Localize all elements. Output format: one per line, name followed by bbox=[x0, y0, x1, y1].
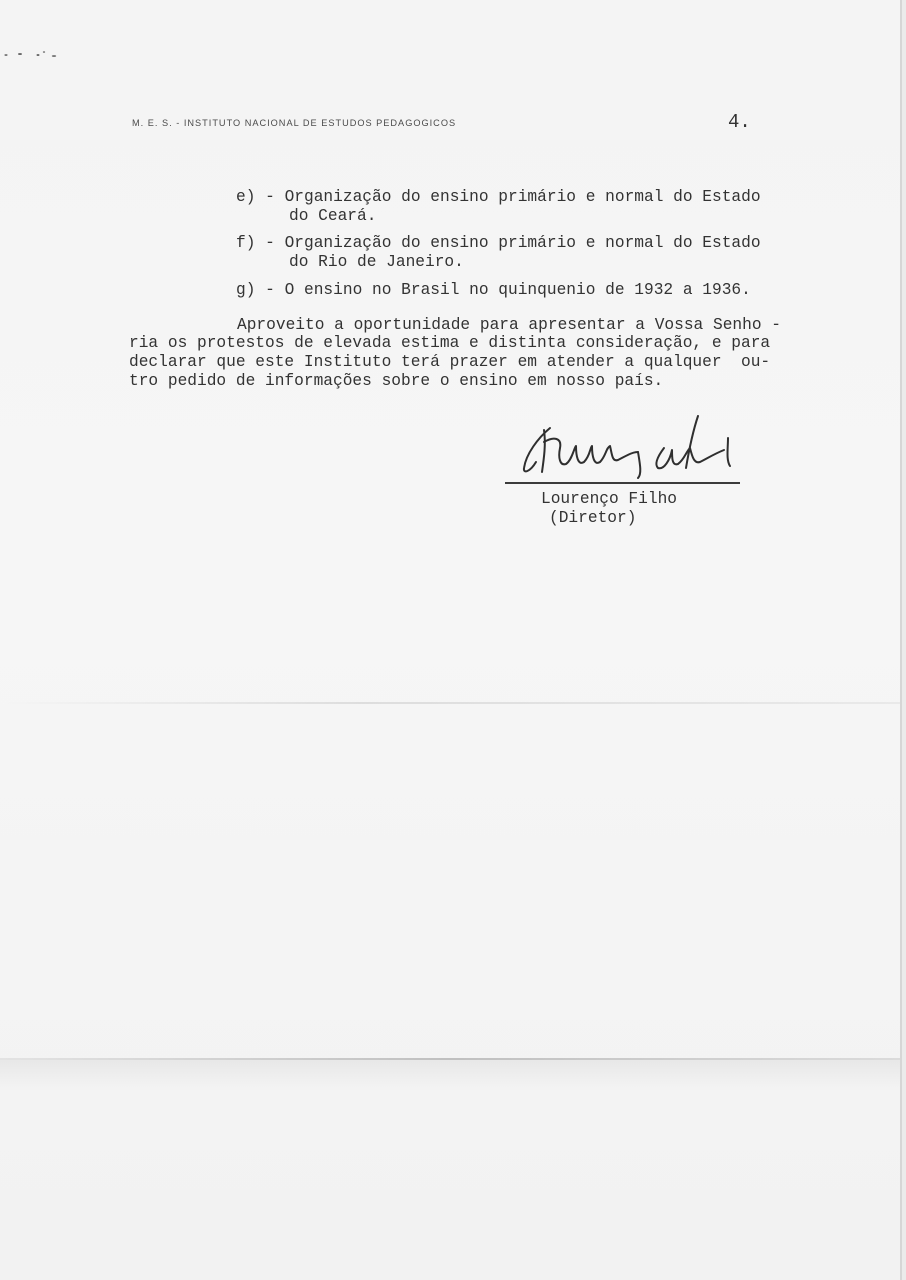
signatory-title: (Diretor) bbox=[549, 509, 637, 527]
paper-fold-crease bbox=[0, 702, 902, 704]
closing-paragraph-line1: Aproveito a oportunidade para apresentar a Vossa Senho - bbox=[237, 316, 781, 334]
list-item-f-line2: do Rio de Janeiro. bbox=[289, 253, 464, 271]
list-item-f-line1: f) - Organização do ensino primário e normal do Estado bbox=[236, 234, 761, 252]
letterhead: M. E. S. - INSTITUTO NACIONAL DE ESTUDOS PEDAGOGICOS bbox=[132, 118, 457, 128]
list-item-g-line1: g) - O ensino no Brasil no quinquenio de 1932 a 1936. bbox=[236, 281, 751, 299]
list-item-e-line1: e) - Organização do ensino primário e normal do Estado bbox=[236, 188, 761, 206]
signatory-name: Lourenço Filho bbox=[541, 490, 677, 508]
closing-paragraph-line2: ria os protestos de elevada estima e distinta consideração, e para bbox=[129, 334, 771, 352]
page-number: 4. bbox=[728, 111, 751, 133]
handwritten-signature bbox=[514, 408, 744, 484]
list-item-e-line2: do Ceará. bbox=[289, 207, 377, 225]
signature-line bbox=[505, 482, 740, 484]
corner-specks bbox=[0, 46, 70, 66]
fold-shadow bbox=[0, 1060, 902, 1088]
closing-paragraph-line3: declarar que este Instituto terá prazer em atender a qualquer ou- bbox=[129, 353, 771, 371]
closing-paragraph-line4: tro pedido de informações sobre o ensino em nosso país. bbox=[129, 372, 664, 390]
